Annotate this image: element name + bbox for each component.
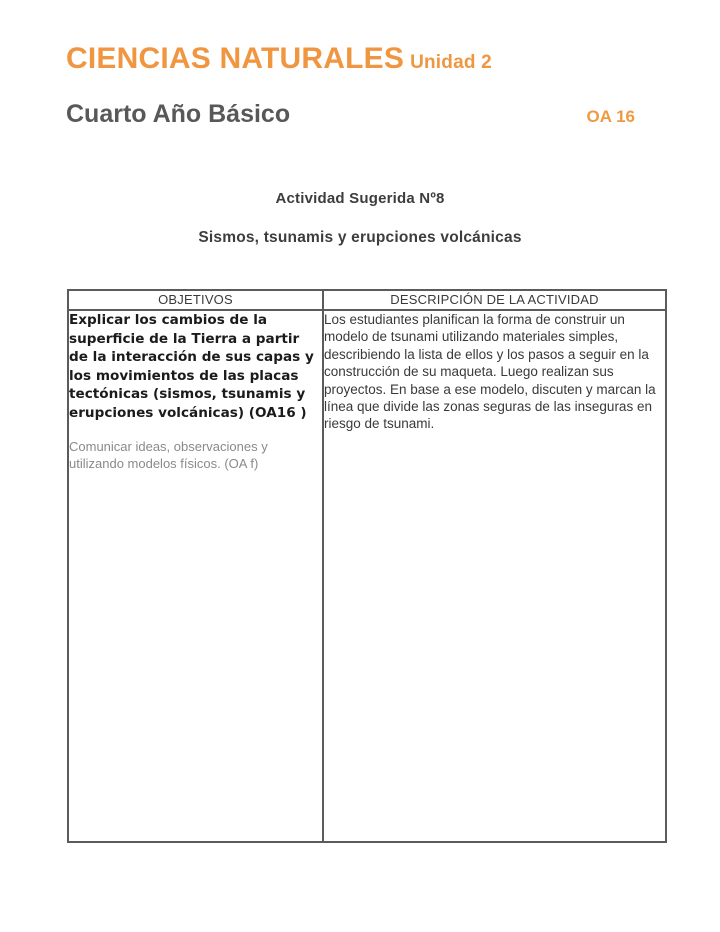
document-header: [66, 42, 665, 128]
description-column-header: DESCRIPCIÓN DE LA ACTIVIDAD: [323, 290, 666, 310]
activity-subtitle: Sismos, tsunamis y erupciones volcánicas: [198, 229, 522, 246]
unit-label: Unidad 2: [410, 52, 492, 73]
oa-badge: OA 16: [586, 107, 635, 126]
objectives-secondary-text: Comunicar ideas, observaciones y utilizando modelos físicos. (OA f): [69, 438, 268, 471]
activity-table: [67, 289, 667, 843]
course-title: [66, 42, 665, 80]
table-header-row: [68, 290, 666, 310]
objectives-column-header: OBJETIVOS: [68, 290, 323, 310]
grade-subtitle: Cuarto Año Básico: [66, 100, 291, 128]
table-body-row: [68, 310, 666, 842]
activity-title: Actividad Sugerida Nº8: [275, 190, 445, 207]
course-title-text: CIENCIAS NATURALES: [66, 42, 405, 75]
description-cell: [323, 310, 666, 842]
objectives-cell: [68, 310, 323, 842]
activity-headings: [0, 190, 720, 247]
description-text: Los estudiantes planifican la forma de construir un modelo de tsunami utilizando materiales simples, describiendo la lista de ellos y los pasos a seguir en la construcción de su maqueta. Luego realizan sus proyectos. En base a ese modelo, discuten y marcan la línea que divide las zonas seguras de las inseguras en riesgo de tsunami.: [324, 312, 656, 432]
objectives-main-text: Explicar los cambios de la superficie de la Tierra a partir de la interacción de sus capas y los movimientos de las placas tectónicas (sismos, tsunamis y erupciones volcánicas) (OA16 ): [69, 312, 314, 421]
subtitle-row: [66, 100, 665, 128]
